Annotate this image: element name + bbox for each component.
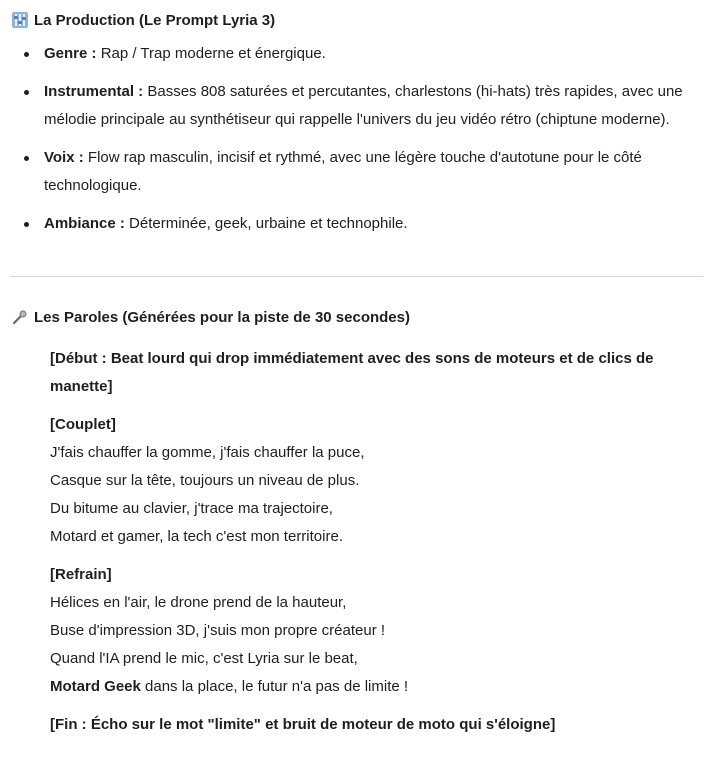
lyrics-heading-text: Les Paroles (Générées pour la piste de 30 secondes) [34, 308, 410, 326]
item-label: Ambiance : [44, 215, 125, 232]
production-list [24, 40, 700, 248]
lyrics-heading [12, 307, 410, 327]
outro-tag: [Fin : Écho sur le mot "limite" et bruit de moteur de moto qui s'éloigne] [50, 716, 556, 733]
list-item-instrumental [24, 78, 700, 134]
verse-block [50, 411, 690, 551]
lyric-line: Quand l'IA prend le mic, c'est Lyria sur le beat, [50, 650, 358, 667]
item-label: Genre : [44, 45, 97, 62]
item-label: Instrumental : [44, 83, 144, 100]
lyric-line-last [50, 673, 690, 701]
list-item-ambiance [24, 210, 700, 238]
intro-tag: [Début : Beat lourd qui drop immédiatement avec des sons de moteurs et de clics de manette] [50, 350, 654, 395]
lyric-line: Hélices en l'air, le drone prend de la hauteur, [50, 594, 347, 611]
microphone-icon [12, 309, 28, 325]
section-divider [10, 276, 703, 277]
production-heading [12, 10, 275, 30]
item-text: Flow rap masculin, incisif et rythmé, avec une légère touche d'autotune pour le côté technologique. [44, 149, 642, 194]
item-label: Voix : [44, 149, 84, 166]
item-text: Basses 808 saturées et percutantes, charlestons (hi-hats) très rapides, avec une mélodie principale au synthétiseur qui rappelle l'univers du jeu vidéo rétro (chiptune moderne). [44, 83, 683, 128]
lyric-line: Motard et gamer, la tech c'est mon territoire. [50, 528, 343, 545]
lyric-line-rest: dans la place, le futur n'a pas de limite ! [140, 678, 409, 695]
list-item-voix [24, 144, 700, 200]
item-text: Rap / Trap moderne et énergique. [100, 45, 326, 62]
list-item-genre [24, 40, 700, 68]
lyric-bold-phrase: Motard Geek [50, 678, 141, 695]
lyrics-body [50, 345, 690, 739]
lyric-line: Buse d'impression 3D, j'suis mon propre créateur ! [50, 622, 386, 639]
item-text: Déterminée, geek, urbaine et technophile. [129, 215, 408, 232]
production-heading-text: La Production (Le Prompt Lyria 3) [34, 11, 276, 29]
lyric-line: Du bitume au clavier, j'trace ma trajectoire, [50, 500, 333, 517]
control-knobs-icon [12, 12, 28, 28]
chorus-block [50, 561, 690, 701]
lyric-line: J'fais chauffer la gomme, j'fais chauffer la puce, [50, 444, 365, 461]
chorus-tag: [Refrain] [50, 566, 112, 583]
lyric-line: Casque sur la tête, toujours un niveau de plus. [50, 472, 360, 489]
verse-tag: [Couplet] [50, 416, 116, 433]
